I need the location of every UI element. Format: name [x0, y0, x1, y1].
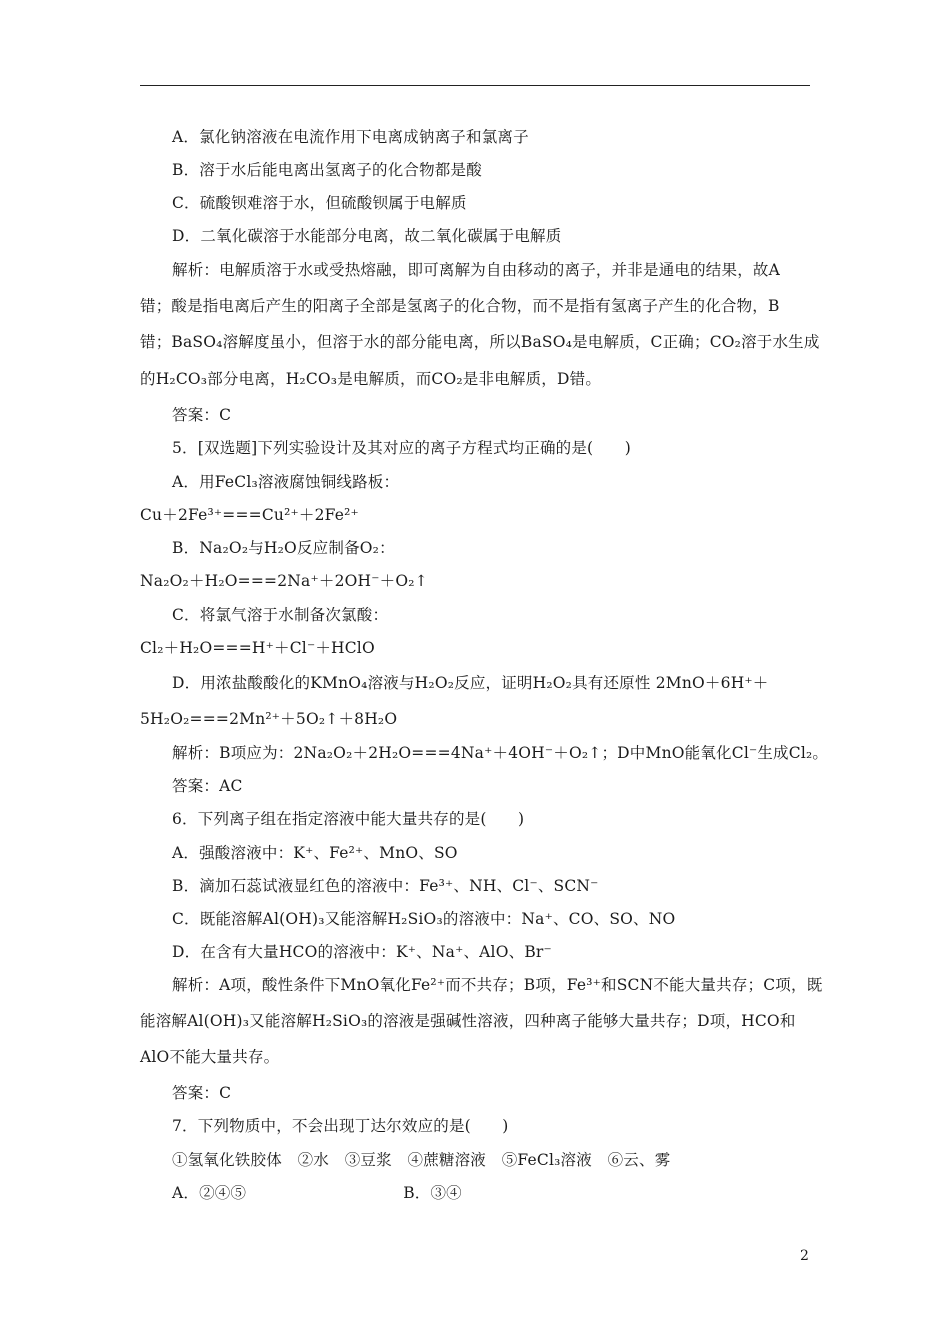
answer-q5: 答案：AC	[172, 777, 243, 795]
analysis-q6-line2: 能溶解Al(OH)₃又能溶解H₂SiO₃的溶液是强碱性溶液，四种离子能够大量共存；D项，HCO和	[140, 1012, 796, 1030]
answer-q4: 答案：C	[172, 406, 232, 424]
header-rule	[140, 85, 810, 86]
options-ab-q7: A．②④⑤ B．③④	[172, 1184, 462, 1202]
equation-b-q5: Na₂O₂＋H₂O===2Na⁺＋2OH⁻＋O₂↑	[140, 572, 428, 590]
option-c-q5: C．将氯气溶于水制备次氯酸：	[172, 606, 389, 624]
question-7-items: ①氢氧化铁胶体 ②水 ③豆浆 ④蔗糖溶液 ⑤FeCl₃溶液 ⑥云、雾	[172, 1151, 671, 1169]
analysis-q4-line4: 的H₂CO₃部分电离，H₂CO₃是电解质，而CO₂是非电解质，D错。	[140, 370, 602, 388]
analysis-q6-line1: 解析：A项，酸性条件下MnO氧化Fe²⁺而不共存；B项，Fe³⁺和SCN不能大量共存；C项，既	[172, 976, 823, 994]
option-a-q4: A．氯化钠溶液在电流作用下电离成钠离子和氯离子	[172, 128, 529, 146]
equation-d-q5: 5H₂O₂===2Mn²⁺＋5O₂↑＋8H₂O	[140, 710, 398, 728]
page-number: 2	[800, 1248, 809, 1264]
question-6: 6．下列离子组在指定溶液中能大量共存的是( )	[172, 810, 525, 828]
analysis-q4-line1: 解析：电解质溶于水或受热熔融，即可离解为自由移动的离子，并非是通电的结果，故A	[172, 261, 780, 279]
analysis-q4-line2: 错；酸是指电离后产生的阳离子全部是氢离子的化合物，而不是指有氢离子产生的化合物，B	[140, 297, 780, 315]
option-d-q6: D．在含有大量HCO的溶液中：K⁺、Na⁺、AlO、Br⁻	[172, 943, 552, 961]
equation-c-q5: Cl₂＋H₂O===H⁺＋Cl⁻＋HClO	[140, 639, 375, 657]
option-b-q4: B．溶于水后能电离出氢离子的化合物都是酸	[172, 161, 482, 179]
option-a-q5: A．用FeCl₃溶液腐蚀铜线路板：	[172, 473, 400, 491]
question-5: 5．[双选题]下列实验设计及其对应的离子方程式均正确的是( )	[172, 439, 631, 457]
option-d-q5: D．用浓盐酸酸化的KMnO₄溶液与H₂O₂反应，证明H₂O₂具有还原性 2MnO＋6H⁺＋	[172, 674, 769, 692]
option-d-q4: D．二氧化碳溶于水能部分电离，故二氧化碳属于电解质	[172, 227, 562, 245]
option-b-q6: B．滴加石蕊试液显红色的溶液中：Fe³⁺、NH、Cl⁻、SCN⁻	[172, 877, 599, 895]
answer-q6: 答案：C	[172, 1084, 232, 1102]
analysis-q4-line3: 错；BaSO₄溶解度虽小，但溶于水的部分能电离，所以BaSO₄是电解质，C正确；CO₂溶于水生成	[140, 333, 820, 351]
option-b-q5: B．Na₂O₂与H₂O反应制备O₂：	[172, 539, 395, 557]
option-c-q6: C．既能溶解Al(OH)₃又能溶解H₂SiO₃的溶液中：Na⁺、CO、SO、NO	[172, 910, 676, 928]
question-7: 7．下列物质中，不会出现丁达尔效应的是( )	[172, 1117, 509, 1135]
option-c-q4: C．硫酸钡难溶于水，但硫酸钡属于电解质	[172, 194, 467, 212]
analysis-q6-line3: AlO不能大量共存。	[140, 1048, 280, 1066]
equation-a-q5: Cu＋2Fe³⁺===Cu²⁺＋2Fe²⁺	[140, 506, 359, 524]
analysis-q5: 解析：B项应为：2Na₂O₂＋2H₂O===4Na⁺＋4OH⁻＋O₂↑；D中MnO能氧化Cl⁻生成Cl₂。	[172, 744, 829, 762]
option-a-q6: A．强酸溶液中：K⁺、Fe²⁺、MnO、SO	[172, 844, 458, 862]
